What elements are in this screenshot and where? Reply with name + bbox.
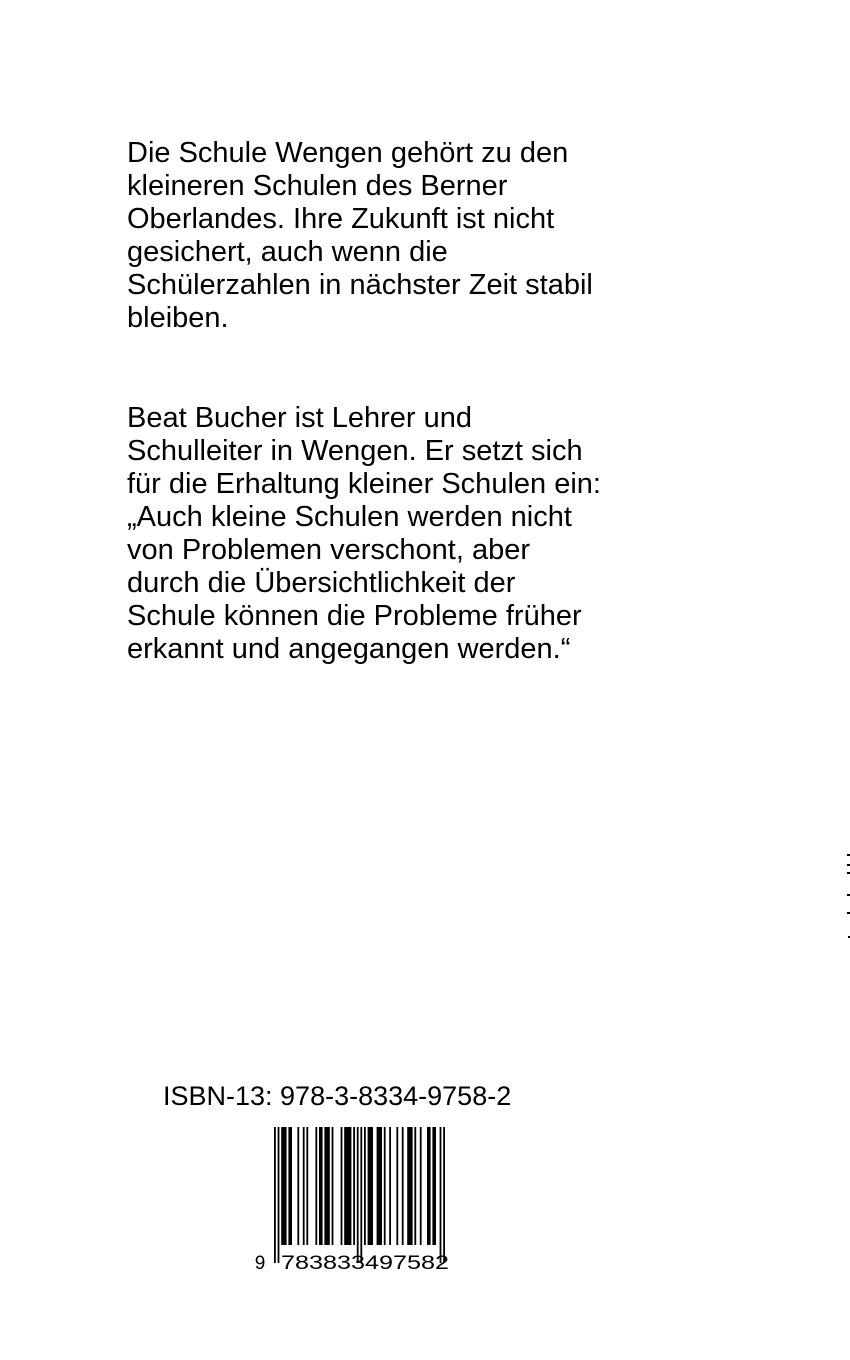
blurb-line: kleineren Schulen des Berner (127, 170, 508, 202)
barcode-bar (377, 1127, 382, 1245)
barcode-bars (274, 1127, 445, 1263)
barcode-digits: 783833497582 (281, 1253, 449, 1274)
isbn-barcode (248, 1125, 468, 1275)
barcode-bar (432, 1127, 436, 1245)
barcode-guard-bar (440, 1127, 442, 1263)
barcode-guard-bar (278, 1127, 280, 1263)
blurb-line: gesichert, auch wenn die (127, 236, 448, 268)
barcode-bar (332, 1127, 334, 1245)
blurb-line: „Auch kleine Schulen werden nicht (127, 501, 572, 533)
barcode-bar (396, 1127, 398, 1245)
barcode-guard-bar (360, 1127, 362, 1263)
barcode-bar (389, 1127, 391, 1245)
blurb-line: Die Schule Wengen gehört zu den (127, 137, 569, 169)
barcode-bar (341, 1127, 343, 1245)
barcode-bar (420, 1127, 422, 1245)
barcode-bar (427, 1127, 431, 1245)
barcode-bar (414, 1127, 416, 1245)
barcode-bar (306, 1127, 308, 1245)
isbn-label: ISBN-13: 978-3-8334-9758-2 (163, 1081, 512, 1111)
blurb-line: Schulleiter in Wengen. Er setzt sich (127, 435, 583, 467)
barcode-bar (407, 1127, 412, 1245)
blurb-line: Beat Bucher ist Lehrer und (127, 402, 472, 434)
blurb-line: Schülerzahlen in nächster Zeit stabil (127, 269, 593, 301)
barcode-bar (315, 1127, 317, 1245)
barcode-guard-bar (443, 1127, 445, 1263)
barcode-bar (281, 1127, 286, 1245)
blurb-paragraph-2 (127, 402, 687, 666)
barcode-bar (324, 1127, 329, 1245)
blurb-line: für die Erhaltung kleiner Schulen ein: (127, 468, 601, 500)
barcode-bar (353, 1127, 355, 1245)
barcode-bar (344, 1127, 351, 1245)
blurb-line: durch die Übersichtlichkeit der (127, 567, 516, 599)
barcode-bar (368, 1127, 373, 1245)
barcode-guard-bar (274, 1127, 276, 1263)
barcode-graphic (248, 1125, 468, 1275)
barcode-bar (364, 1127, 366, 1245)
blurb-line: Schule können die Probleme früher (127, 600, 582, 632)
edge-tick-marks (845, 850, 850, 950)
barcode-bar (303, 1127, 305, 1245)
blurb-line: Oberlandes. Ihre Zukunft ist nicht (127, 203, 555, 235)
blurb-paragraph-1 (127, 137, 687, 335)
blurb-line: von Problemen verschont, aber (127, 534, 530, 566)
barcode-bar (384, 1127, 386, 1245)
blurb-line: bleiben. (127, 302, 229, 334)
barcode-first-digit: 9 (254, 1253, 266, 1274)
barcode-bar (402, 1127, 404, 1245)
barcode-bar (288, 1127, 292, 1245)
barcode-bar (297, 1127, 299, 1245)
barcode-guard-bar (357, 1127, 359, 1263)
barcode-bar (319, 1127, 323, 1245)
blurb-line: erkannt und angegangen werden.“ (127, 633, 571, 665)
